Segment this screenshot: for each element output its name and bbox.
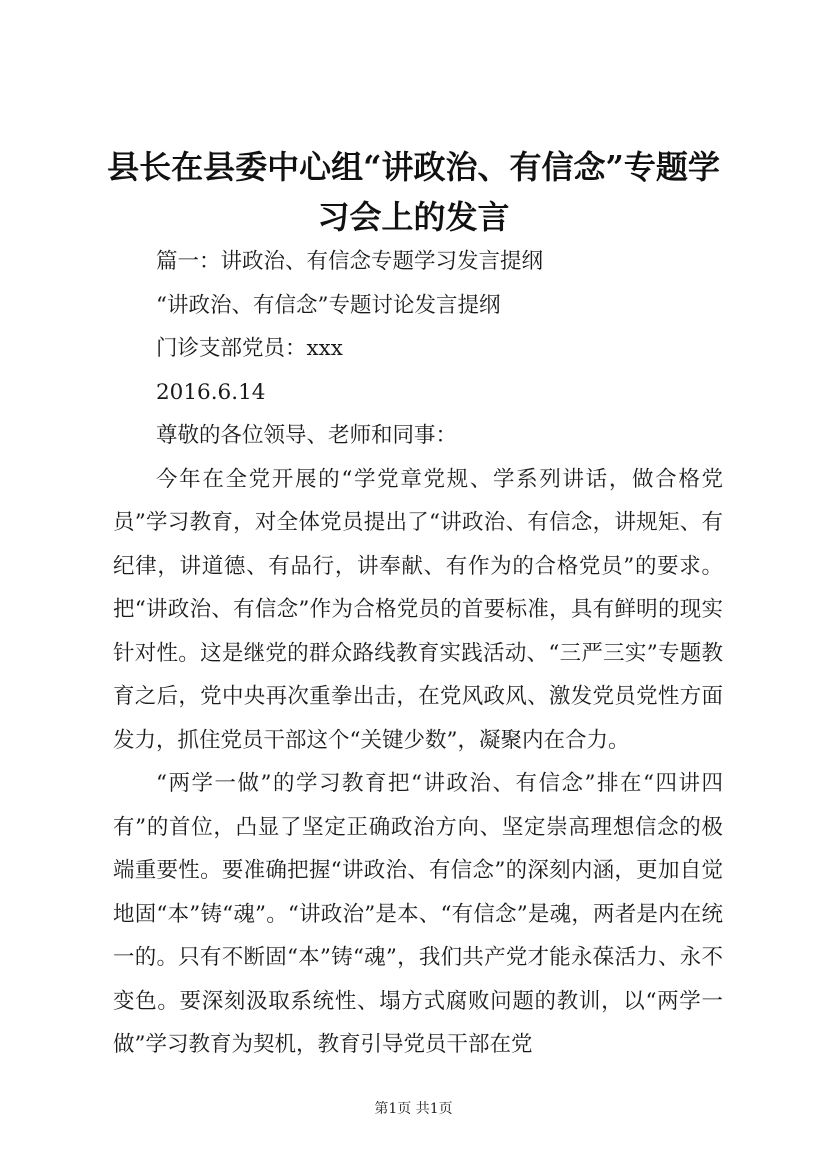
salutation: 尊敬的各位领导、老师和同事：: [156, 423, 458, 448]
section-heading: 篇一：讲政治、有信念专题学习发言提纲: [156, 249, 544, 274]
body-paragraph-1: 今年在全党开展的“学党章党规、学系列讲话，做合格党员”学习教育，对全体党员提出了“讲政治、有信念，讲规矩、有纪律，讲道德、有品行，讲奉献、有作为的合格党员”的要求。把“讲政治、有信念”作为合格党员的首要标准，具有鲜明的现实针对性。这是继党的群众路线教育实践活动、“三严三实”专题教育之后，党中央再次重拳出击，在党风政风、激发党员党性方面发力，抓住党员干部这个“关键少数”，凝聚内在合力。: [113, 466, 723, 753]
outline-title: “讲政治、有信念”专题讨论发言提纲: [156, 292, 501, 318]
author-line: 门诊支部党员：xxx: [156, 336, 343, 361]
page-footer: 第1页 共1页: [374, 1101, 453, 1117]
document-body: [113, 240, 723, 1067]
body-paragraph-2: “两学一做”的学习教育把“讲政治、有信念”排在“四讲四有”的首位，凸显了坚定正确政治方向、坚定崇高理想信念的极端重要性。要准确把握“讲政治、有信念”的深刻内涵，更加自觉地固“本”铸“魂”。“讲政治”是本、“有信念”是魂，两者是内在统一的。只有不断固“本”铸“魂”，我们共产党才能永葆活力、永不变色。要深刻汲取系统性、塌方式腐败问题的教训，以“两学一做”学习教育为契机，教育引导党员干部在党: [113, 771, 723, 1057]
date-line: 2016.6.14: [156, 379, 266, 405]
document-title: 县长在县委中心组“讲政治、有信念”专题学习会上的发言: [107, 148, 720, 236]
